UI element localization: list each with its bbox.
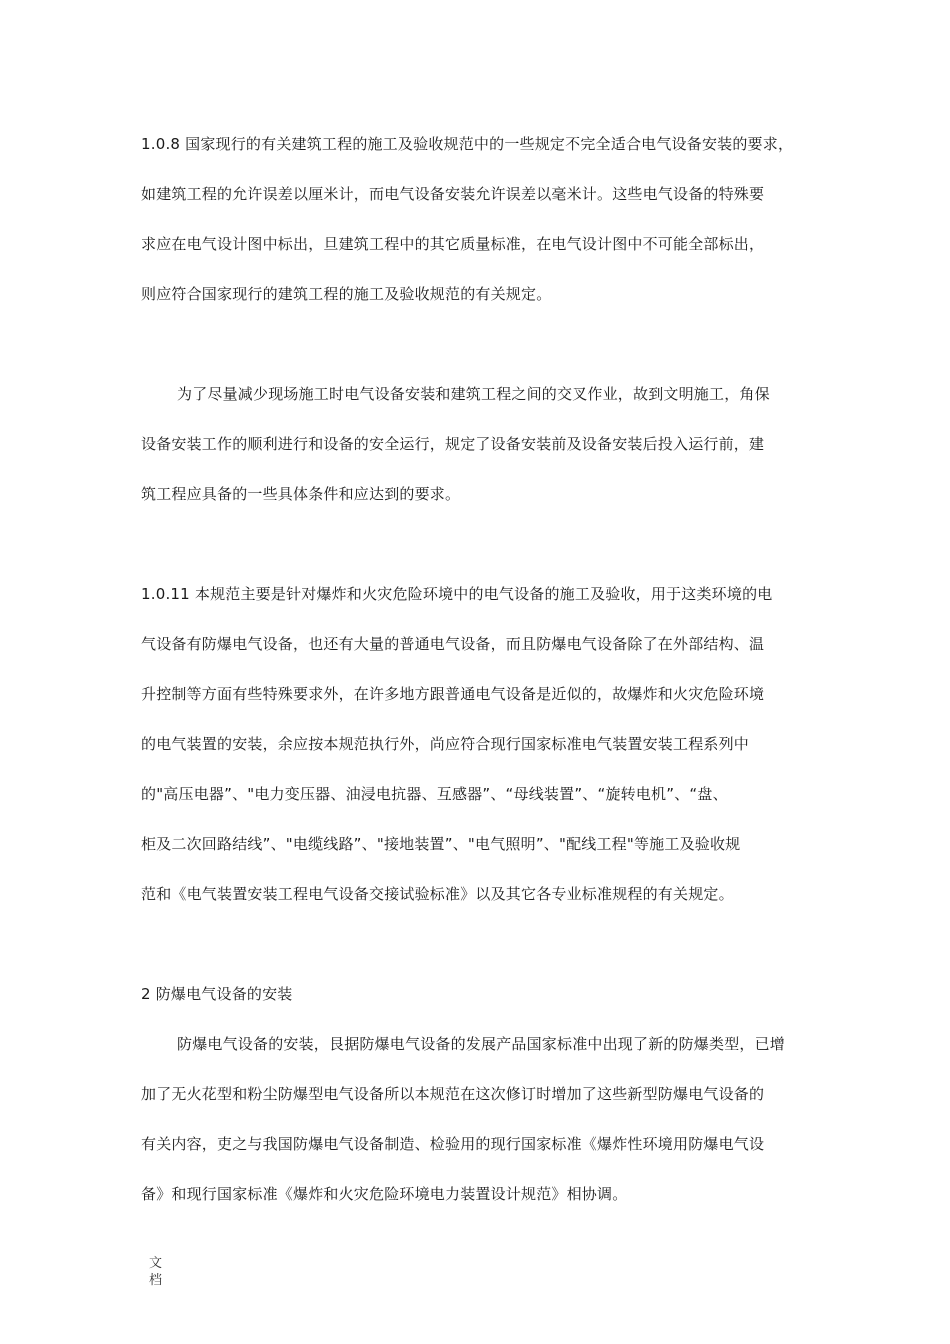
text-line: 升控制等方面有些特殊要求外，在许多地方跟普通电气设备是近似的，故爆炸和火灾危险环境: [141, 685, 765, 703]
text-line: 气设备有防爆电气设备，也还有大量的普通电气设备，而且防爆电气设备除了在外部结构、温: [141, 635, 765, 653]
text-line: 求应在电气设计图中标出，旦建筑工程中的其它质量标准，在电气设计图中不可能全部标出，: [141, 235, 765, 253]
section-heading: 2 防爆电气设备的安装: [141, 985, 293, 1003]
text-line: 柜及二次回路结线”、"电缆线路”、"接地装置”、"电气照明”、"配线工程"等施工及验收规: [141, 835, 741, 853]
text-line: 设备安装工作的顺利进行和设备的安全运行，规定了设备安装前及设备安装后投入运行前，建: [141, 435, 765, 453]
text-line: 如建筑工程的允许误差以厘米计，而电气设备安装允许误差以毫米计。这些电气设备的特殊要: [141, 185, 765, 203]
footer-char: 文: [149, 1256, 163, 1271]
text-line: 的电气装置的安装，余应按本规范执行外，尚应符合现行国家标准电气装置安装工程系列中: [141, 735, 750, 753]
text-line: 的"高压电器”、"电力变压器、油浸电抗器、互感器”、“母线装置”、“旋转电机”、“盘、: [141, 785, 728, 803]
text-line: 备》和现行国家标准《爆炸和火灾危险环境电力装置设计规范》相协调。: [141, 1185, 628, 1203]
text-line: 1.0.8 国家现行的有关建筑工程的施工及验收规范中的一些规定不完全适合电气设备安装的要求，: [141, 135, 794, 153]
text-line: 筑工程应具备的一些具体条件和应达到的要求。: [141, 485, 461, 503]
text-line: 加了无火花型和粉尘防爆型电气设备所以本规范在这次修订时增加了这些新型防爆电气设备的: [141, 1085, 765, 1103]
text-line: 范和《电气装置安装工程电气设备交接试验标准》以及其它各专业标准规程的有关规定。: [141, 885, 734, 903]
text-line: 则应符合国家现行的建筑工程的施工及验收规范的有关规定。: [141, 285, 552, 303]
text-line: 为了尽量减少现场施工时电气设备安装和建筑工程之间的交叉作业，故到文明施工，角保: [177, 385, 770, 403]
footer-char: 档: [149, 1273, 163, 1288]
text-line: 有关内容，吏之与我国防爆电气设备制造、检验用的现行国家标准《爆炸性环境用防爆电气设: [141, 1135, 765, 1153]
text-line: 1.0.11 本规范主要是针对爆炸和火灾危险环境中的电气设备的施工及验收，用于这类环境的电: [141, 585, 773, 603]
text-line: 防爆电气设备的安装，艮据防爆电气设备的发展产品国家标准中出现了新的防爆类型，已增: [177, 1035, 786, 1053]
